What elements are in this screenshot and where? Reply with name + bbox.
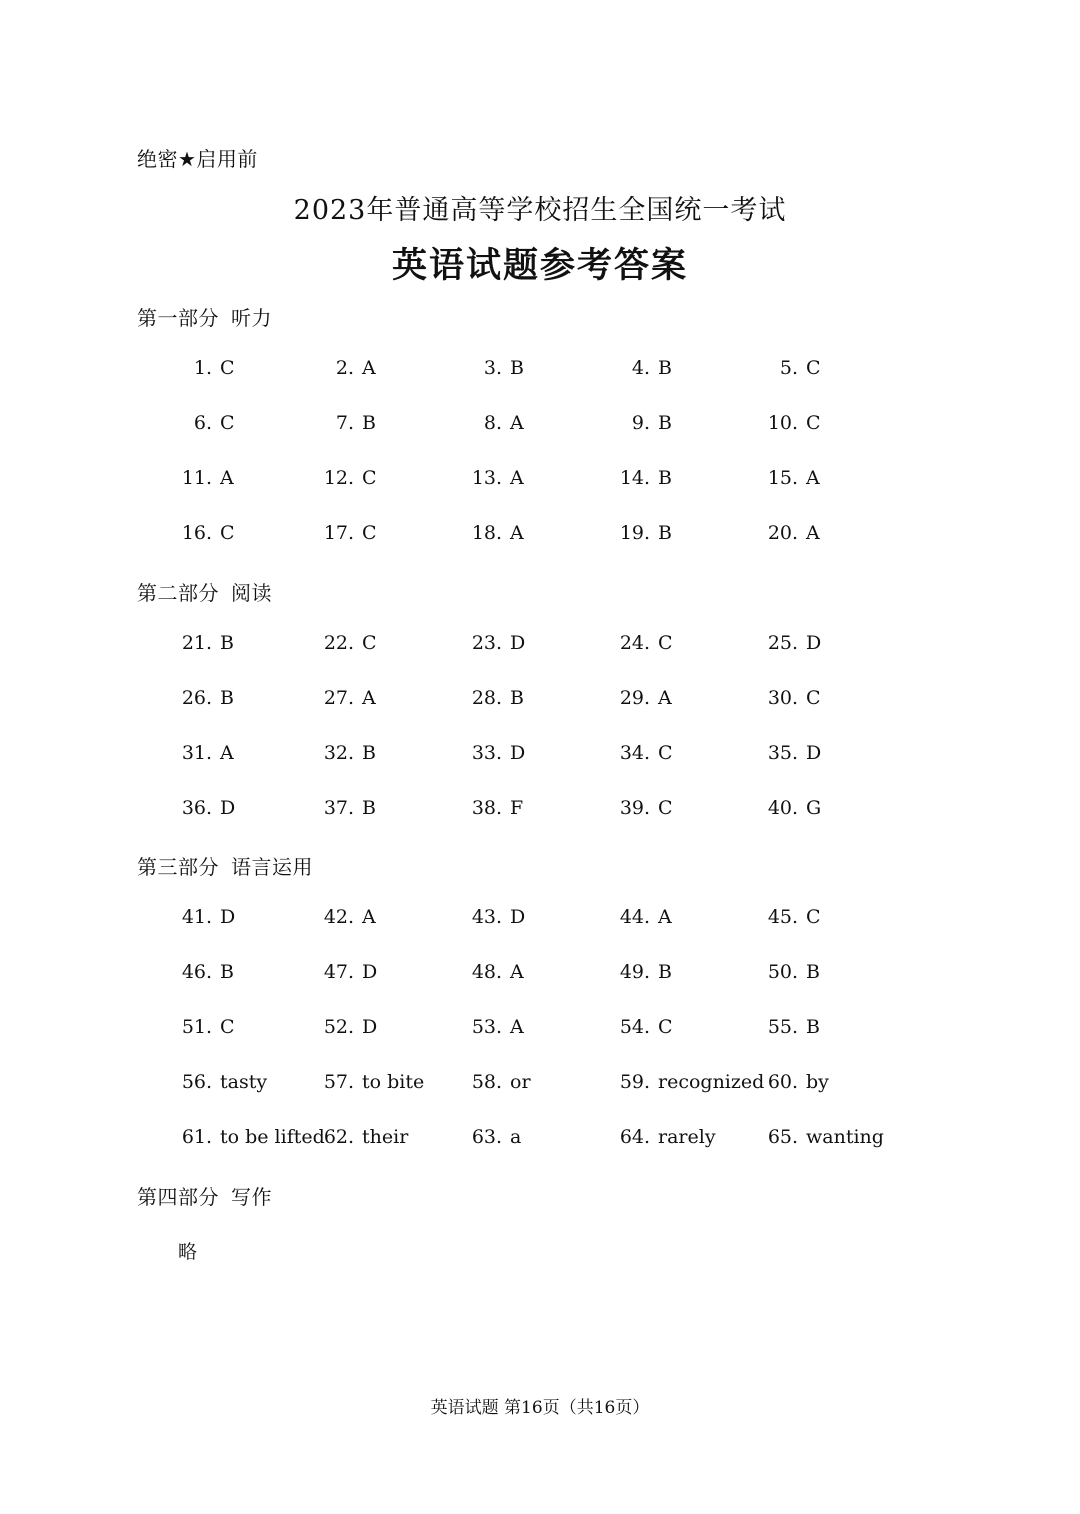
number-separator: . (496, 687, 503, 709)
question-number: 9 (631, 412, 644, 434)
answer-item (320, 742, 376, 764)
answer-value: C (806, 357, 821, 379)
number-separator: . (792, 1071, 799, 1093)
answer-row (0, 906, 1080, 936)
number-separator: . (206, 797, 213, 819)
question-number: 20 (767, 522, 792, 544)
answer-item (320, 522, 377, 544)
question-number: 45 (767, 906, 792, 928)
question-number: 6 (193, 412, 206, 434)
answer-item (468, 742, 525, 764)
number-separator: . (206, 687, 213, 709)
answer-value: A (510, 412, 524, 434)
number-separator: . (792, 906, 799, 928)
answer-value: D (362, 1016, 378, 1038)
answer-item (178, 522, 235, 544)
answer-item (616, 1016, 673, 1038)
answer-item (178, 357, 235, 379)
answer-item (320, 1071, 424, 1093)
number-separator: . (496, 522, 503, 544)
answer-item (616, 1126, 716, 1148)
question-number: 63 (471, 1126, 496, 1148)
answer-value: B (658, 522, 672, 544)
question-number: 28 (471, 687, 496, 709)
answer-value: A (806, 467, 820, 489)
question-number: 59 (619, 1071, 644, 1093)
answer-item (468, 467, 524, 489)
answer-item (468, 797, 523, 819)
number-separator: . (496, 632, 503, 654)
page-footer: 英语试题 第16页（共16页） (430, 1398, 650, 1418)
question-number: 64 (619, 1126, 644, 1148)
number-separator: . (792, 357, 799, 379)
answer-value: C (806, 687, 821, 709)
answer-item (178, 797, 235, 819)
answer-item (616, 632, 673, 654)
section-part-label: 第二部分 (137, 581, 219, 605)
document-title: 英语试题参考答案 (391, 246, 688, 286)
question-number: 52 (323, 1016, 348, 1038)
answer-item (320, 1126, 408, 1148)
answer-item (178, 467, 234, 489)
answer-value: B (220, 961, 234, 983)
number-separator: . (348, 797, 355, 819)
question-number: 1 (193, 357, 206, 379)
answer-value: A (510, 1016, 524, 1038)
number-separator: . (496, 797, 503, 819)
answer-row (0, 797, 1080, 827)
answer-value: a (510, 1126, 522, 1148)
number-separator: . (348, 522, 355, 544)
answer-item (764, 1126, 884, 1148)
question-number: 11 (181, 467, 206, 489)
answer-item (468, 906, 525, 928)
answer-item (320, 412, 376, 434)
number-separator: . (644, 906, 651, 928)
question-number: 44 (619, 906, 644, 928)
answer-value: B (658, 961, 672, 983)
answer-item (764, 906, 821, 928)
question-number: 21 (181, 632, 206, 654)
number-separator: . (206, 742, 213, 764)
answer-row (0, 467, 1080, 497)
number-separator: . (348, 467, 355, 489)
question-number: 49 (619, 961, 644, 983)
question-number: 61 (181, 1126, 206, 1148)
answer-value: A (658, 687, 672, 709)
answer-value: A (510, 522, 524, 544)
answer-item (468, 687, 524, 709)
number-separator: . (792, 1016, 799, 1038)
number-separator: . (792, 522, 799, 544)
question-number: 18 (471, 522, 496, 544)
answer-row (0, 961, 1080, 991)
answer-item (178, 632, 234, 654)
answer-value: D (806, 742, 822, 764)
answer-value: B (220, 632, 234, 654)
question-number: 58 (471, 1071, 496, 1093)
answer-item (320, 467, 377, 489)
answer-value: B (658, 467, 672, 489)
answer-item (764, 797, 821, 819)
answer-value: F (510, 797, 524, 819)
question-number: 10 (767, 412, 792, 434)
question-number: 48 (471, 961, 496, 983)
number-separator: . (206, 412, 213, 434)
number-separator: . (792, 412, 799, 434)
answer-item (178, 1126, 325, 1148)
answer-item (178, 961, 234, 983)
answer-value: their (362, 1126, 409, 1148)
answer-item (468, 632, 525, 654)
number-separator: . (496, 467, 503, 489)
answer-item (468, 357, 524, 379)
question-number: 23 (471, 632, 496, 654)
question-number: 57 (323, 1071, 348, 1093)
answer-row (0, 1071, 1080, 1101)
number-separator: . (206, 467, 213, 489)
answer-item (764, 1016, 820, 1038)
question-number: 65 (767, 1126, 792, 1148)
answer-item (178, 742, 234, 764)
question-number: 53 (471, 1016, 496, 1038)
question-number: 55 (767, 1016, 792, 1038)
section-heading-listening (137, 302, 272, 331)
number-separator: . (206, 1126, 213, 1148)
answer-value: C (362, 522, 377, 544)
number-separator: . (792, 687, 799, 709)
answer-value: A (220, 467, 234, 489)
number-separator: . (792, 742, 799, 764)
question-number: 15 (767, 467, 792, 489)
question-number: 37 (323, 797, 348, 819)
question-number: 56 (181, 1071, 206, 1093)
question-number: 7 (335, 412, 348, 434)
question-number: 24 (619, 632, 644, 654)
answer-value: A (362, 357, 376, 379)
answer-item (320, 1016, 377, 1038)
answer-value: A (806, 522, 820, 544)
confidential-label: 绝密★启用前 (137, 147, 258, 171)
question-number: 42 (323, 906, 348, 928)
question-number: 35 (767, 742, 792, 764)
section-name-label: 阅读 (231, 581, 272, 605)
answer-item (764, 412, 821, 434)
answer-item (616, 797, 673, 819)
answer-value: A (510, 961, 524, 983)
number-separator: . (496, 742, 503, 764)
number-separator: . (644, 412, 651, 434)
answer-row (0, 1126, 1080, 1156)
number-separator: . (644, 357, 651, 379)
answer-value: A (510, 467, 524, 489)
answer-item (320, 961, 377, 983)
number-separator: . (206, 906, 213, 928)
answer-item (468, 961, 524, 983)
answer-item (468, 412, 524, 434)
question-number: 17 (323, 522, 348, 544)
number-separator: . (496, 412, 503, 434)
answer-value: C (220, 1016, 235, 1038)
answer-value: by (806, 1071, 829, 1093)
answer-value: A (362, 687, 376, 709)
number-separator: . (792, 797, 799, 819)
question-number: 41 (181, 906, 206, 928)
question-number: 47 (323, 961, 348, 983)
answer-row (0, 357, 1080, 387)
answer-row (0, 687, 1080, 717)
question-number: 46 (181, 961, 206, 983)
question-number: 16 (181, 522, 206, 544)
question-number: 32 (323, 742, 348, 764)
answer-item (178, 1016, 235, 1038)
answer-value: C (658, 797, 673, 819)
question-number: 27 (323, 687, 348, 709)
answer-value: C (658, 632, 673, 654)
answer-item (616, 522, 672, 544)
answer-item (320, 687, 376, 709)
number-separator: . (496, 1126, 503, 1148)
answer-item (616, 742, 673, 764)
answer-value: C (806, 412, 821, 434)
question-number: 22 (323, 632, 348, 654)
question-number: 51 (181, 1016, 206, 1038)
answer-value: B (658, 412, 672, 434)
number-separator: . (644, 522, 651, 544)
answer-item (764, 1071, 829, 1093)
answer-value: G (806, 797, 822, 819)
answer-item (764, 687, 821, 709)
section-heading-reading (137, 577, 272, 606)
number-separator: . (792, 1126, 799, 1148)
answer-item (320, 797, 376, 819)
answer-value: B (806, 1016, 820, 1038)
answer-value: A (220, 742, 234, 764)
answer-item (764, 467, 820, 489)
answer-value: A (658, 906, 672, 928)
exam-name: 2023年普通高等学校招生全国统一考试 (293, 195, 787, 226)
number-separator: . (792, 961, 799, 983)
number-separator: . (348, 632, 355, 654)
number-separator: . (792, 467, 799, 489)
question-number: 26 (181, 687, 206, 709)
answer-value: A (362, 906, 376, 928)
answer-value: C (220, 357, 235, 379)
answer-value: D (806, 632, 822, 654)
answer-value: rarely (658, 1126, 716, 1148)
question-number: 19 (619, 522, 644, 544)
question-number: 29 (619, 687, 644, 709)
number-separator: . (348, 1016, 355, 1038)
number-separator: . (348, 1071, 355, 1093)
answer-item (178, 687, 234, 709)
answer-item (468, 1126, 521, 1148)
question-number: 2 (335, 357, 348, 379)
question-number: 38 (471, 797, 496, 819)
answer-value: B (510, 687, 524, 709)
writing-note: 略 (178, 1241, 198, 1263)
answer-row (0, 742, 1080, 772)
question-number: 60 (767, 1071, 792, 1093)
number-separator: . (644, 961, 651, 983)
answer-value: C (362, 467, 377, 489)
number-separator: . (206, 632, 213, 654)
section-heading-language-use (137, 851, 313, 880)
question-number: 8 (483, 412, 496, 434)
answer-value: D (220, 797, 236, 819)
answer-item (616, 961, 672, 983)
answer-item (616, 412, 672, 434)
question-number: 50 (767, 961, 792, 983)
question-number: 34 (619, 742, 644, 764)
section-part-label: 第三部分 (137, 855, 219, 879)
number-separator: . (644, 1016, 651, 1038)
answer-value: C (806, 906, 821, 928)
question-number: 3 (483, 357, 496, 379)
answer-value: tasty (220, 1071, 268, 1093)
answer-value: B (362, 412, 376, 434)
number-separator: . (644, 1071, 651, 1093)
answer-item (320, 906, 376, 928)
answer-item (616, 687, 672, 709)
answer-item (616, 1071, 764, 1093)
number-separator: . (644, 687, 651, 709)
answer-item (764, 522, 820, 544)
number-separator: . (644, 1126, 651, 1148)
number-separator: . (348, 1126, 355, 1148)
answer-value: C (220, 522, 235, 544)
question-number: 4 (631, 357, 644, 379)
number-separator: . (792, 632, 799, 654)
answer-row (0, 632, 1080, 662)
answer-item (468, 1071, 531, 1093)
answer-item (764, 357, 821, 379)
number-separator: . (644, 797, 651, 819)
number-separator: . (206, 357, 213, 379)
question-number: 54 (619, 1016, 644, 1038)
section-name-label: 语言运用 (231, 855, 313, 879)
number-separator: . (496, 1071, 503, 1093)
question-number: 30 (767, 687, 792, 709)
answer-row (0, 522, 1080, 552)
answer-value: B (220, 687, 234, 709)
number-separator: . (206, 961, 213, 983)
answer-value: C (220, 412, 235, 434)
answer-item (616, 357, 672, 379)
answer-value: wanting (806, 1126, 884, 1148)
question-number: 12 (323, 467, 348, 489)
answer-item (178, 1071, 267, 1093)
number-separator: . (644, 742, 651, 764)
section-heading-writing (137, 1181, 272, 1210)
number-separator: . (644, 632, 651, 654)
section-name-label: 听力 (231, 306, 272, 330)
answer-item (764, 742, 821, 764)
answer-value: D (510, 906, 526, 928)
section-part-label: 第四部分 (137, 1185, 219, 1209)
number-separator: . (496, 1016, 503, 1038)
answer-value: C (362, 632, 377, 654)
number-separator: . (348, 961, 355, 983)
answer-value: B (362, 742, 376, 764)
section-part-label: 第一部分 (137, 306, 219, 330)
answer-row (0, 1016, 1080, 1046)
number-separator: . (206, 1071, 213, 1093)
answer-item (320, 632, 377, 654)
number-separator: . (496, 906, 503, 928)
number-separator: . (348, 742, 355, 764)
answer-value: B (510, 357, 524, 379)
answer-value: to bite (362, 1071, 425, 1093)
answer-item (764, 632, 821, 654)
question-number: 40 (767, 797, 792, 819)
answer-value: C (658, 742, 673, 764)
question-number: 43 (471, 906, 496, 928)
number-separator: . (496, 357, 503, 379)
answer-item (320, 357, 376, 379)
question-number: 13 (471, 467, 496, 489)
answer-value: or (510, 1071, 531, 1093)
number-separator: . (348, 906, 355, 928)
number-separator: . (644, 467, 651, 489)
answer-value: B (362, 797, 376, 819)
answer-value: C (658, 1016, 673, 1038)
question-number: 25 (767, 632, 792, 654)
answer-row (0, 412, 1080, 442)
answer-item (616, 906, 672, 928)
number-separator: . (206, 522, 213, 544)
question-number: 39 (619, 797, 644, 819)
question-number: 62 (323, 1126, 348, 1148)
answer-value: B (658, 357, 672, 379)
number-separator: . (206, 1016, 213, 1038)
answer-value: D (220, 906, 236, 928)
answer-item (616, 467, 672, 489)
number-separator: . (348, 412, 355, 434)
question-number: 5 (779, 357, 792, 379)
question-number: 31 (181, 742, 206, 764)
answer-value: to be lifted (220, 1126, 325, 1148)
answer-value: D (362, 961, 378, 983)
answer-item (468, 522, 524, 544)
question-number: 36 (181, 797, 206, 819)
section-name-label: 写作 (231, 1185, 272, 1209)
answer-value: recognized (658, 1071, 765, 1093)
number-separator: . (348, 357, 355, 379)
answer-value: B (806, 961, 820, 983)
answer-value: D (510, 632, 526, 654)
answer-item (178, 906, 235, 928)
answer-item (178, 412, 235, 434)
number-separator: . (348, 687, 355, 709)
question-number: 33 (471, 742, 496, 764)
answer-item (468, 1016, 524, 1038)
answer-item (764, 961, 820, 983)
question-number: 14 (619, 467, 644, 489)
answer-value: D (510, 742, 526, 764)
number-separator: . (496, 961, 503, 983)
